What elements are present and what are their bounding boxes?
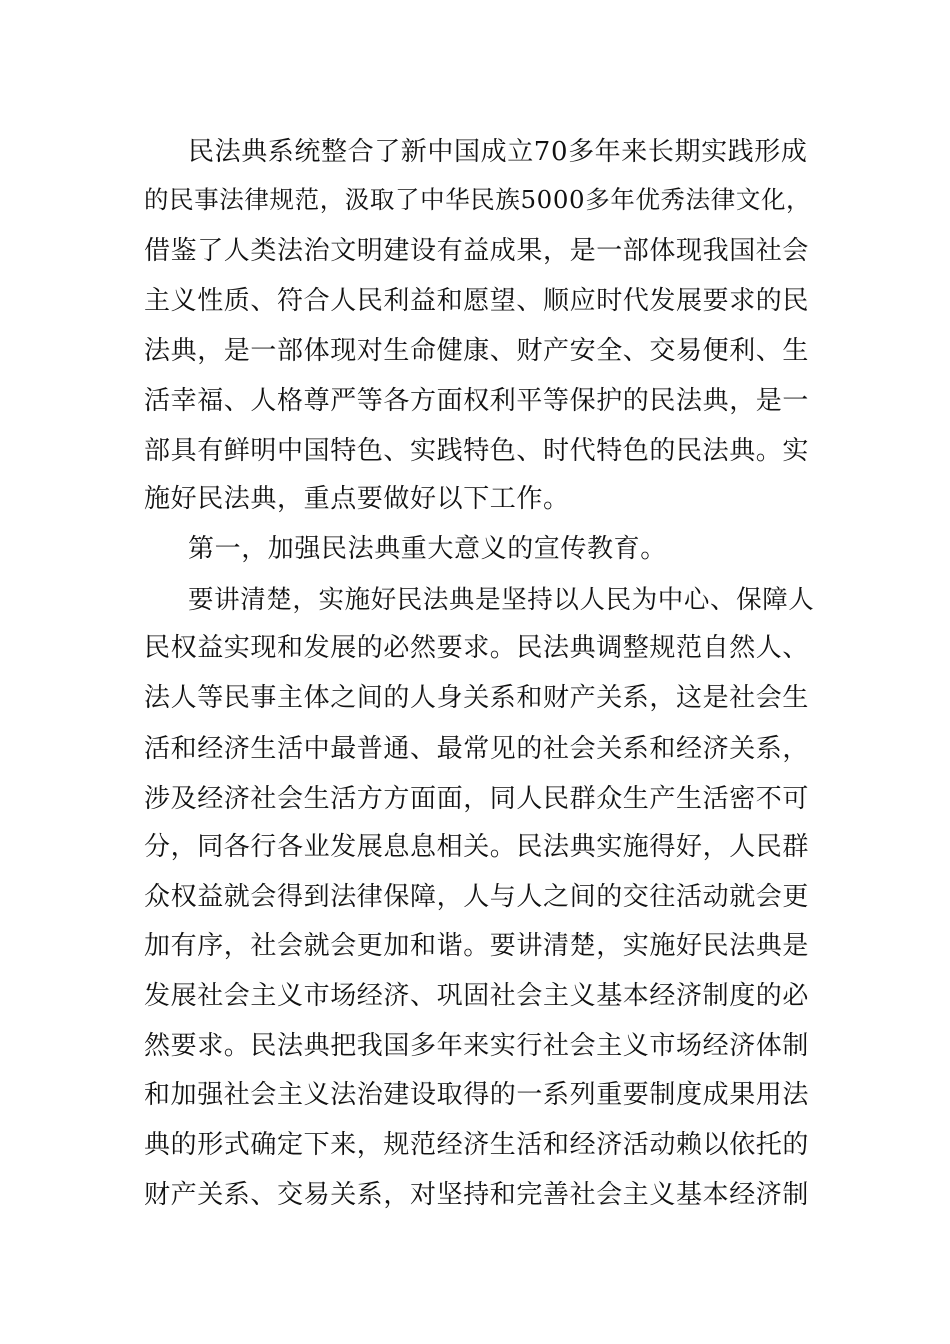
paragraph-1-line-4: 主义性质、符合人民利益和愿望、顺应时代发展要求的民 (144, 286, 810, 316)
section-heading: 第一，加强民法典重大意义的宣传教育。 (188, 534, 667, 564)
paragraph-2-line-8: 加有序，社会就会更加和谐。要讲清楚，实施好民法典是 (144, 931, 810, 961)
paragraph-2-line-6: 分，同各行各业发展息息相关。民法典实施得好，人民群 (144, 832, 810, 862)
paragraph-1-line-5: 法典，是一部体现对生命健康、财产安全、交易便利、生 (144, 336, 810, 366)
paragraph-2-line-12: 典的形式确定下来，规范经济生活和经济活动赖以依托的 (144, 1130, 810, 1160)
paragraph-1-line-7: 部具有鲜明中国特色、实践特色、时代特色的民法典。实 (144, 436, 810, 466)
paragraph-1-line-8: 施好民法典，重点要做好以下工作。 (144, 484, 570, 514)
paragraph-2-line-4: 活和经济生活中最普通、最常见的社会关系和经济关系， (144, 734, 810, 764)
paragraph-2-line-7: 众权益就会得到法律保障，人与人之间的交往活动就会更 (144, 882, 810, 912)
paragraph-2-line-3: 法人等民事主体之间的人身关系和财产关系，这是社会生 (144, 683, 810, 713)
paragraph-1-line-6: 活幸福、人格尊严等各方面权利平等保护的民法典，是一 (144, 386, 810, 416)
paragraph-2-line-10: 然要求。民法典把我国多年来实行社会主义市场经济体制 (144, 1031, 810, 1061)
paragraph-1-line-3: 借鉴了人类法治文明建设有益成果，是一部体现我国社会 (144, 236, 810, 266)
paragraph-2-line-11: 和加强社会主义法治建设取得的一系列重要制度成果用法 (144, 1080, 810, 1110)
paragraph-2-line-1: 要讲清楚，实施好民法典是坚持以人民为中心、保障人 (188, 585, 815, 615)
paragraph-2-line-9: 发展社会主义市场经济、巩固社会主义基本经济制度的必 (144, 981, 810, 1011)
paragraph-1-line-1: 民法典系统整合了新中国成立70多年来长期实践形成 (188, 137, 808, 167)
paragraph-2-line-5: 涉及经济社会生活方方面面，同人民群众生产生活密不可 (144, 784, 810, 814)
paragraph-1-line-2: 的民事法律规范，汲取了中华民族5000多年优秀法律文化， (144, 185, 812, 214)
paragraph-2-line-2: 民权益实现和发展的必然要求。民法典调整规范自然人、 (144, 633, 810, 663)
paragraph-2-line-13: 财产关系、交易关系，对坚持和完善社会主义基本经济制 (144, 1180, 810, 1210)
